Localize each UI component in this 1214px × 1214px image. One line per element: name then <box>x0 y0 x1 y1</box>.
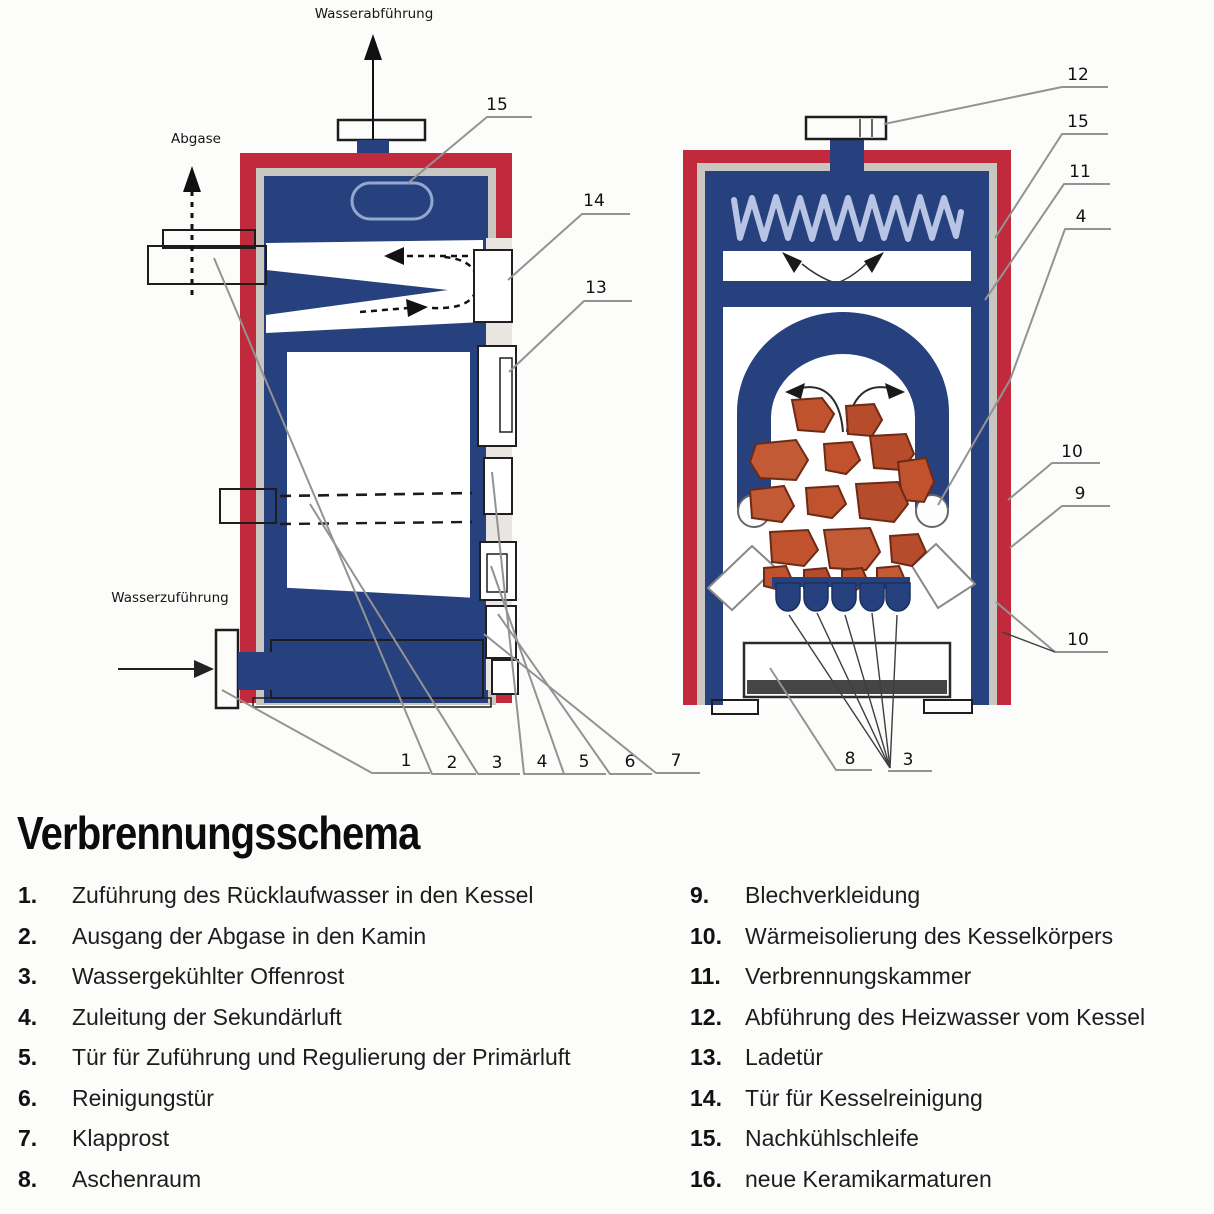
legend-item <box>0 965 690 989</box>
heating-out-flange <box>806 117 886 139</box>
legend-item-text: Tür für Zuführung und Regulierung der Primärluft <box>72 1044 571 1070</box>
ash-layer <box>747 680 947 694</box>
outlet-flange <box>338 120 425 140</box>
legend-item-text: Verbrennungskammer <box>745 963 972 989</box>
legend-item <box>0 1127 690 1151</box>
legend-item-number: 2. <box>18 922 38 949</box>
legend-item <box>0 1165 690 1192</box>
inlet-pipe <box>238 652 284 690</box>
callout-13: 13 <box>585 278 607 298</box>
callout-9: 9 <box>1074 484 1086 504</box>
callout-15: 15 <box>486 95 508 115</box>
legend <box>0 884 1214 1191</box>
svg-text:2: 2 <box>446 753 458 773</box>
legend-item <box>690 1127 1214 1151</box>
legend-item-number: 3. <box>18 963 38 989</box>
legend-item <box>690 1046 1214 1070</box>
legend-item-number: 14. <box>690 1084 722 1111</box>
page-title: Verbrennungsschema <box>17 807 420 859</box>
water-in-arrow <box>194 660 214 678</box>
legend-item <box>0 1084 690 1111</box>
legend-item-text: Wassergekühlter Offenrost <box>72 963 345 989</box>
heating-out-pipe <box>830 139 864 189</box>
boiler-right-view <box>683 65 1111 771</box>
svg-text:3: 3 <box>491 753 503 773</box>
svg-text:5: 5 <box>578 752 590 772</box>
secondary-air-port <box>484 458 512 514</box>
legend-item-number: 16. <box>690 1165 722 1192</box>
legend-item <box>0 884 690 908</box>
legend-item-text: Tür für Kesselreinigung <box>745 1084 983 1111</box>
legend-column-right <box>690 884 1214 1191</box>
legend-item-text: Reinigungstür <box>72 1084 214 1111</box>
cleaning-door-14 <box>474 250 512 322</box>
legend-item-number: 4. <box>18 1003 38 1030</box>
legend-item-number: 7. <box>18 1125 38 1151</box>
legend-item-text: Blechverkleidung <box>745 882 921 908</box>
legend-item-text: Ausgang der Abgase in den Kamin <box>72 922 427 949</box>
legend-item <box>690 1165 1214 1192</box>
legend-item-number: 15. <box>690 1125 722 1151</box>
legend-item-text: Nachkühlschleife <box>745 1125 919 1151</box>
svg-text:4: 4 <box>536 752 548 772</box>
legend-column-left <box>0 884 690 1191</box>
legend-item <box>0 922 690 949</box>
legend-item-text: neue Keramikarmaturen <box>745 1165 992 1192</box>
legend-item-text: Zuführung des Rücklaufwasser in den Kessel <box>72 882 534 908</box>
callout-10-lower: 10 <box>1067 630 1089 650</box>
legend-item-number: 13. <box>690 1044 722 1070</box>
callout-8: 8 <box>844 749 856 769</box>
upper-gas-channel <box>723 251 971 281</box>
legend-item-number: 1. <box>18 882 38 908</box>
svg-text:1: 1 <box>400 751 412 771</box>
callout-3b: 3 <box>902 750 914 770</box>
legend-item-number: 6. <box>18 1084 38 1111</box>
legend-item-number: 8. <box>18 1165 38 1192</box>
legend-item <box>690 1003 1214 1030</box>
legend-item <box>0 1003 690 1030</box>
legend-item-number: 5. <box>18 1044 38 1070</box>
legend-item-number: 11. <box>690 963 721 989</box>
svg-text:7: 7 <box>670 751 682 771</box>
callout-15b: 15 <box>1067 112 1089 132</box>
callout-12: 12 <box>1067 65 1089 85</box>
legend-item-text: Wärmeisolierung des Kesselkörpers <box>745 922 1114 949</box>
legend-item-text: Abführung des Heizwasser vom Kessel <box>745 1003 1146 1030</box>
grate-scallops <box>772 577 910 611</box>
callout-11: 11 <box>1069 162 1091 182</box>
water-out-arrow <box>364 34 382 60</box>
callout-10-upper: 10 <box>1061 442 1083 462</box>
loading-chamber <box>287 352 470 598</box>
callout-14: 14 <box>583 191 605 211</box>
legend-item-number: 9. <box>690 882 710 908</box>
legend-item-text: Aschenraum <box>72 1165 202 1192</box>
legend-item-text: Ladetür <box>745 1044 824 1070</box>
water-in-label: Wasserzuführung <box>111 590 229 606</box>
legend-item-text: Klapprost <box>72 1125 170 1151</box>
svg-text:6: 6 <box>624 752 636 772</box>
legend-item-text: Zuleitung der Sekundärluft <box>72 1003 342 1030</box>
water-out-label: Wasserabführung <box>314 6 434 22</box>
exchanger-band <box>723 281 971 307</box>
legend-item <box>0 1046 690 1070</box>
flue-gas-label: Abgase <box>171 131 221 147</box>
boiler-left-view <box>111 6 700 774</box>
legend-item <box>690 1084 1214 1111</box>
legend-item-number: 12. <box>690 1003 722 1030</box>
flue-gas-arrow <box>183 166 201 192</box>
callout-4: 4 <box>1075 207 1087 227</box>
legend-item <box>690 922 1214 949</box>
legend-item <box>690 884 1214 908</box>
legend-item-number: 10. <box>690 922 722 949</box>
legend-item <box>690 965 1214 989</box>
